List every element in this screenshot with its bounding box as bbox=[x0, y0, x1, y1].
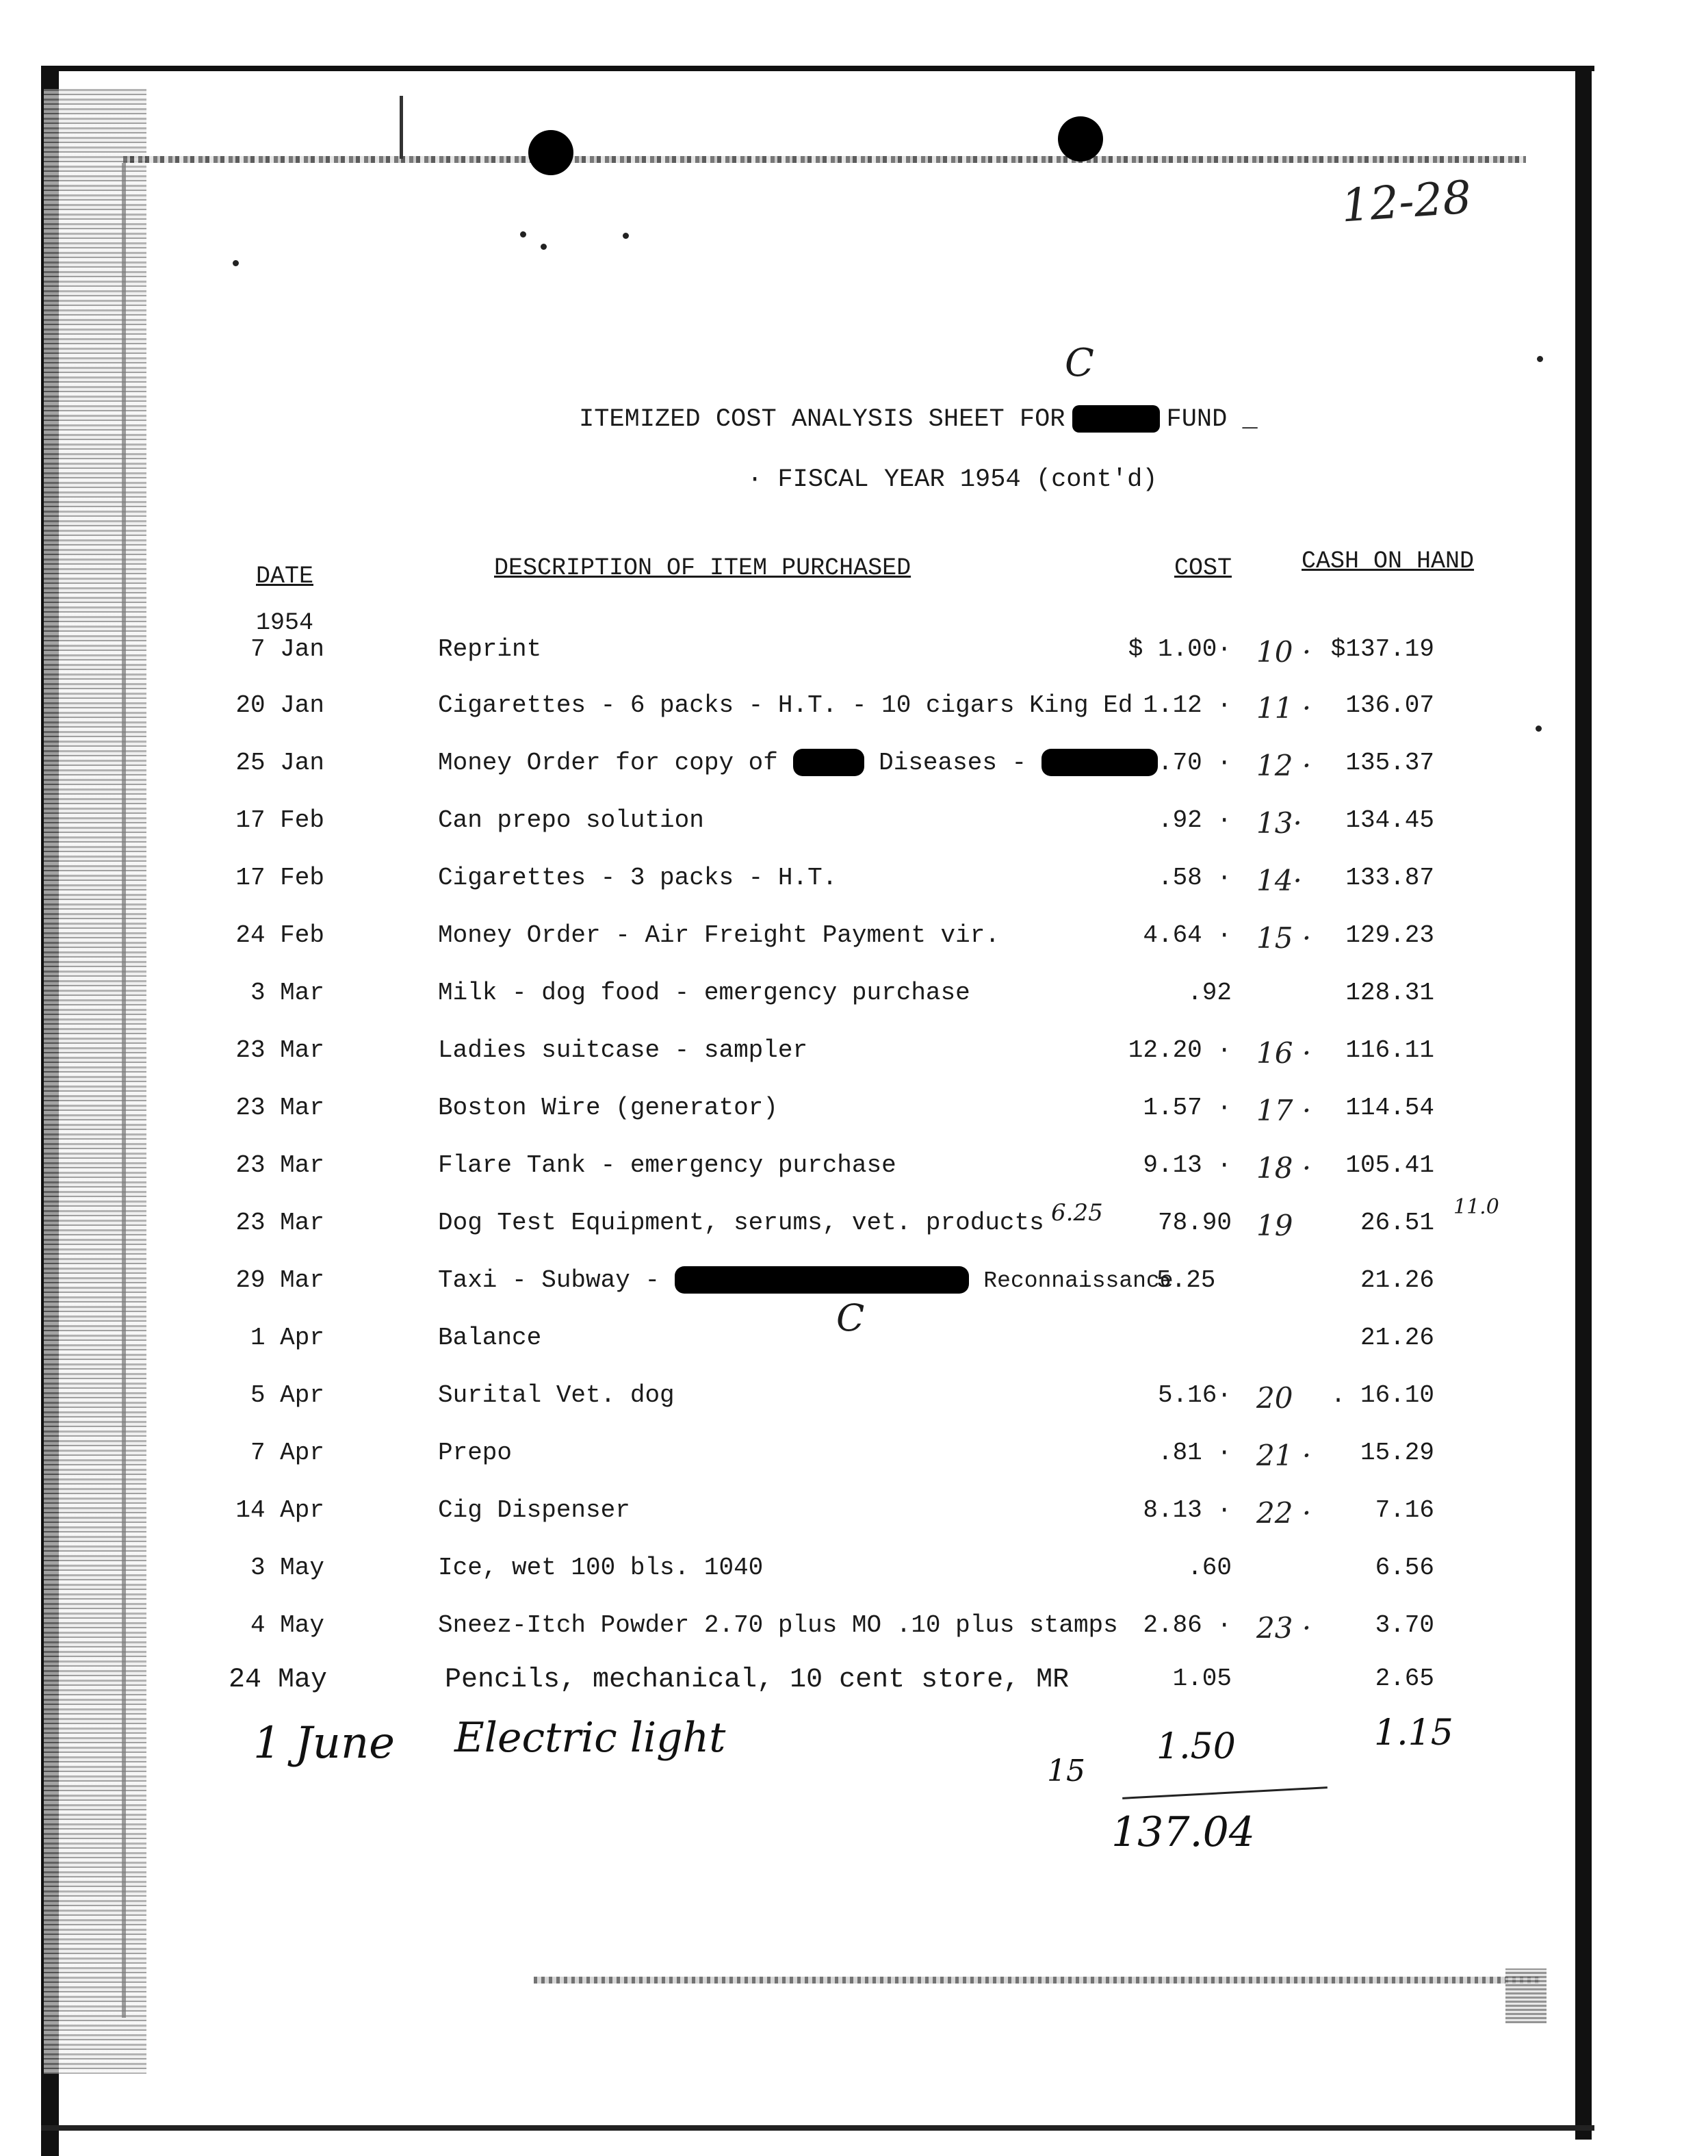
row-description: Cigarettes - 3 packs - H.T. bbox=[438, 864, 838, 892]
ledger-row bbox=[0, 806, 1708, 847]
row-date: 23 Mar bbox=[235, 1036, 324, 1064]
row-date: 14 Apr bbox=[235, 1496, 324, 1524]
ledger-row bbox=[0, 1036, 1708, 1077]
row-cash: 116.11 bbox=[1345, 1036, 1434, 1064]
row-handwritten-mark: C bbox=[836, 1296, 865, 1339]
row-description: Reprint bbox=[438, 635, 542, 663]
ledger-row bbox=[0, 1381, 1708, 1422]
divider-line bbox=[400, 96, 403, 159]
row-date: 4 May bbox=[250, 1611, 324, 1639]
ledger-row bbox=[0, 1195, 1708, 1250]
row-cost: 1.05 bbox=[1172, 1665, 1232, 1693]
row-date: 25 Jan bbox=[235, 749, 324, 777]
redaction-block bbox=[793, 749, 864, 776]
handwritten-cash: 1.15 bbox=[1374, 1712, 1453, 1754]
row-cash: 133.87 bbox=[1345, 864, 1434, 892]
speck bbox=[1537, 356, 1543, 362]
ledger-row bbox=[0, 1611, 1708, 1652]
row-cash: 135.37 bbox=[1345, 749, 1434, 777]
row-description: Balance bbox=[438, 1324, 542, 1352]
row-date: 17 Feb bbox=[235, 864, 324, 892]
row-cost: 1.57 · bbox=[1143, 1094, 1232, 1122]
row-description: Money Order - Air Freight Payment vir. bbox=[438, 921, 1000, 949]
row-description: Flare Tank - emergency purchase bbox=[438, 1151, 896, 1179]
ledger-row bbox=[0, 1439, 1708, 1480]
row-tick-mark: 18 · bbox=[1256, 1151, 1312, 1185]
row-tick-mark: 14· bbox=[1256, 864, 1302, 897]
row-cash: . 16.10 bbox=[1330, 1381, 1434, 1409]
scan-bottom-border bbox=[41, 2125, 1594, 2131]
row-tick-mark: 15 · bbox=[1256, 921, 1312, 955]
row-tick-mark: 19 bbox=[1256, 1209, 1293, 1242]
row-cash: 2.65 bbox=[1375, 1665, 1434, 1693]
row-cost: 1.12 · bbox=[1143, 691, 1232, 719]
row-description: Cig Dispenser bbox=[438, 1496, 630, 1524]
row-description: Dog Test Equipment, serums, vet. products bbox=[438, 1209, 1044, 1237]
row-cash: 7.16 bbox=[1375, 1496, 1434, 1524]
row-description: Can prepo solution bbox=[438, 806, 704, 834]
row-description: Sneez-Itch Powder 2.70 plus MO .10 plus stamps bbox=[438, 1611, 1118, 1639]
row-date: 23 Mar bbox=[235, 1151, 324, 1179]
row-description: Boston Wire (generator) bbox=[438, 1094, 778, 1122]
row-cash: 26.51 bbox=[1360, 1209, 1434, 1237]
title-handwritten-mark: C bbox=[1065, 341, 1094, 385]
row-date: 17 Feb bbox=[235, 806, 324, 834]
ledger-row bbox=[0, 921, 1708, 962]
row-cost: .92 · bbox=[1157, 806, 1232, 834]
row-date: 7 Jan bbox=[250, 635, 324, 663]
ledger-row bbox=[0, 864, 1708, 905]
row-tick-mark: 23 · bbox=[1256, 1611, 1312, 1645]
row-date: 24 May bbox=[229, 1665, 328, 1695]
row-date: 20 Jan bbox=[235, 691, 324, 719]
title-prefix: ITEMIZED COST ANALYSIS SHEET FOR bbox=[579, 405, 1065, 434]
row-cash: 21.26 bbox=[1360, 1324, 1434, 1352]
row-description-part: Taxi - Subway - bbox=[438, 1266, 660, 1294]
header-cost: COST bbox=[1174, 554, 1232, 582]
row-cash: 105.41 bbox=[1345, 1151, 1434, 1179]
document-subtitle: · FISCAL YEAR 1954 (cont'd) bbox=[747, 465, 1158, 494]
row-cash: $137.19 bbox=[1330, 635, 1434, 663]
row-tick-mark: 20 bbox=[1256, 1381, 1293, 1415]
speck bbox=[520, 231, 526, 238]
punch-hole bbox=[528, 130, 573, 175]
row-tick-mark: 10 · bbox=[1256, 635, 1312, 669]
sheet-top-edge bbox=[123, 156, 1526, 163]
row-description-part: Diseases - bbox=[879, 749, 1027, 777]
speck bbox=[233, 260, 239, 266]
ledger-row bbox=[0, 1151, 1708, 1192]
row-tick-mark: 12 · bbox=[1256, 749, 1312, 782]
ledger-row bbox=[0, 691, 1708, 732]
title-suffix: FUND _ bbox=[1166, 405, 1258, 434]
row-cost: .60 bbox=[1187, 1554, 1232, 1582]
handwritten-total: 137.04 bbox=[1111, 1808, 1255, 1856]
row-date: 24 Feb bbox=[235, 921, 324, 949]
row-tick-mark: 13· bbox=[1256, 806, 1302, 840]
row-cost: 8.13 · bbox=[1143, 1496, 1232, 1524]
row-cost: 5.16· bbox=[1157, 1381, 1232, 1409]
row-cash: 129.23 bbox=[1345, 921, 1434, 949]
handwritten-cost: 1.50 bbox=[1156, 1726, 1236, 1767]
margin-note: 11.0 bbox=[1453, 1195, 1499, 1219]
row-cash: 114.54 bbox=[1345, 1094, 1434, 1122]
row-description-part: Reconnaissance bbox=[983, 1268, 1174, 1294]
row-description bbox=[438, 1266, 1174, 1294]
row-cost: 4.64 · bbox=[1143, 921, 1232, 949]
scan-edge-noise bbox=[44, 89, 146, 2074]
row-date: 23 Mar bbox=[235, 1209, 324, 1237]
scan-top-border bbox=[41, 66, 1594, 71]
row-date: 1 Apr bbox=[250, 1324, 324, 1352]
row-cost: 78.90 bbox=[1157, 1209, 1232, 1237]
header-description: DESCRIPTION OF ITEM PURCHASED bbox=[494, 554, 911, 582]
ledger-row bbox=[0, 1324, 1708, 1365]
row-handwritten-note: 6.25 bbox=[1051, 1199, 1103, 1227]
header-year: 1954 bbox=[256, 609, 314, 637]
header-cash-on-hand: CASH ON HAND bbox=[1302, 548, 1475, 575]
row-cash: 134.45 bbox=[1345, 806, 1434, 834]
handwritten-mark: 15 bbox=[1047, 1754, 1085, 1788]
row-tick-mark: 21 · bbox=[1256, 1439, 1312, 1472]
row-date: 7 Apr bbox=[250, 1439, 324, 1467]
speck bbox=[541, 244, 547, 250]
punch-hole bbox=[1058, 116, 1103, 162]
row-cash: 3.70 bbox=[1375, 1611, 1434, 1639]
row-description: Cigarettes - 6 packs - H.T. - 10 cigars King Ed bbox=[438, 691, 1133, 719]
speck bbox=[623, 233, 629, 239]
row-tick-mark: 17 · bbox=[1256, 1094, 1312, 1127]
row-cash: 128.31 bbox=[1345, 979, 1434, 1007]
sheet-bottom-edge bbox=[534, 1977, 1540, 1984]
row-description-part: Money Order for copy of bbox=[438, 749, 778, 777]
row-date: 23 Mar bbox=[235, 1094, 324, 1122]
row-date: 5 Apr bbox=[250, 1381, 324, 1409]
row-description: Milk - dog food - emergency purchase bbox=[438, 979, 970, 1007]
row-date: 29 Mar bbox=[235, 1266, 324, 1294]
ledger-row bbox=[0, 635, 1708, 676]
row-date: 3 May bbox=[250, 1554, 324, 1582]
row-cost: 12.20 · bbox=[1128, 1036, 1232, 1064]
row-cost: $ 1.00· bbox=[1128, 635, 1232, 663]
row-cash: 21.26 bbox=[1360, 1266, 1434, 1294]
ledger-row bbox=[0, 1665, 1708, 1706]
ledger-row bbox=[0, 1094, 1708, 1135]
row-cost: 5.25 bbox=[1156, 1266, 1216, 1294]
ledger-row bbox=[0, 979, 1708, 1020]
ledger-row bbox=[0, 1554, 1708, 1595]
handwritten-date: 1 June bbox=[253, 1718, 396, 1769]
header-date: DATE bbox=[256, 563, 314, 590]
redaction-block bbox=[1072, 405, 1160, 433]
redaction-block bbox=[675, 1266, 969, 1294]
row-cost: .92 bbox=[1187, 979, 1232, 1007]
document-title bbox=[579, 405, 1258, 434]
row-cash: 15.29 bbox=[1360, 1439, 1434, 1467]
row-description: Ice, wet 100 bls. 1040 bbox=[438, 1554, 764, 1582]
row-description: Pencils, mechanical, 10 cent store, MR bbox=[445, 1665, 1070, 1695]
row-cost: 2.86 · bbox=[1143, 1611, 1232, 1639]
ledger-row bbox=[0, 1496, 1708, 1537]
ledger-row bbox=[0, 749, 1708, 790]
page-reference: 12-28 bbox=[1339, 170, 1473, 233]
row-cash: 6.56 bbox=[1375, 1554, 1434, 1582]
row-tick-mark: 11 · bbox=[1256, 691, 1312, 725]
sheet-corner bbox=[1505, 1968, 1547, 2023]
total-underline bbox=[1122, 1786, 1328, 1799]
row-tick-mark: 22 · bbox=[1256, 1496, 1312, 1530]
row-description: Prepo bbox=[438, 1439, 513, 1467]
row-date: 3 Mar bbox=[250, 979, 324, 1007]
handwritten-description: Electric light bbox=[454, 1714, 726, 1762]
row-cost: 9.13 · bbox=[1143, 1151, 1232, 1179]
row-description bbox=[438, 749, 1158, 777]
row-description: Surital Vet. dog bbox=[438, 1381, 675, 1409]
sheet-left-edge bbox=[122, 163, 126, 2018]
row-tick-mark: 16 · bbox=[1256, 1036, 1312, 1070]
row-cost: .81 · bbox=[1157, 1439, 1232, 1467]
row-cost: .70 · bbox=[1157, 749, 1232, 777]
row-description: Ladies suitcase - sampler bbox=[438, 1036, 808, 1064]
row-cost: .58 · bbox=[1157, 864, 1232, 892]
row-cash: 136.07 bbox=[1345, 691, 1434, 719]
